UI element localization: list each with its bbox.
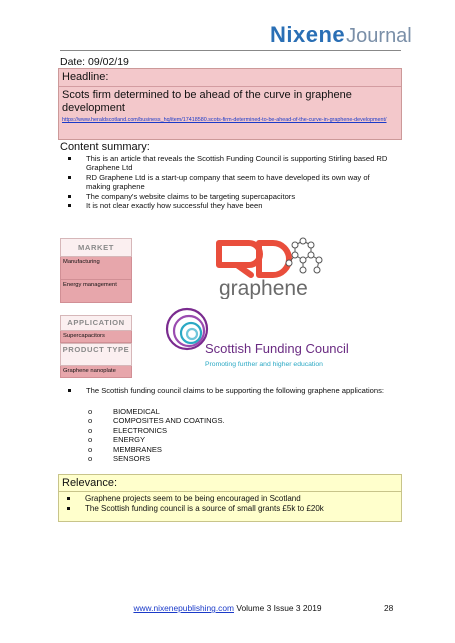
footer-website-link[interactable]: www.nixenepublishing.com	[133, 603, 234, 613]
list-item: o SENSORS	[88, 454, 225, 463]
brand-name: Nixene	[270, 22, 346, 47]
sfc-tagline: Promoting further and higher education	[205, 361, 323, 368]
list-item: This is an article that reveals the Scottish Funding Council is supporting Stirling based RD Graphene Ltd	[60, 154, 390, 173]
list-item: o ELECTRONICS	[88, 426, 225, 435]
list-item: o BIOMEDICAL	[88, 407, 225, 416]
market-title: MARKET	[60, 238, 132, 257]
relevance-list	[59, 494, 399, 514]
relevance-label: Relevance:	[62, 477, 118, 489]
sfc-name: Scottish Funding Council	[205, 341, 349, 356]
headline-box	[58, 68, 402, 140]
scottish-funding-council-logo	[165, 297, 375, 382]
applications-intro-list	[60, 386, 390, 395]
list-item: The Scottish funding council claims to be supporting the following graphene applications:	[60, 386, 390, 395]
masthead	[270, 22, 412, 48]
market-item: Manufacturing	[60, 257, 132, 280]
product-type-title: PRODUCT TYPE	[60, 343, 132, 366]
masthead-rule	[60, 50, 401, 51]
headline-url-link[interactable]: https://www.heraldscotland.com/business_hq/item/17418580.scots-firm-determined-to-be-ahead-of-the-curve-in-graphene-development/	[62, 117, 387, 123]
list-item: RD Graphene Ltd is a start-up company that seem to have developed its own way of making graphene	[60, 173, 390, 192]
market-item: Energy management	[60, 280, 132, 303]
page-number: 28	[384, 603, 394, 613]
headline-label: Headline:	[62, 71, 109, 83]
list-item: o MEMBRANES	[88, 445, 225, 454]
application-title: APPLICATION	[60, 315, 132, 331]
application-item: Supercapacitors	[60, 331, 132, 343]
product-item: Graphene nanoplate	[60, 366, 132, 378]
list-item: Graphene projects seem to be being encouraged in Scotland	[59, 494, 399, 504]
list-item: The Scottish funding council is a source of small grants £5k to £20k	[59, 504, 399, 514]
relevance-box	[58, 474, 402, 522]
rd-graphene-logo	[215, 235, 325, 304]
relevance-divider	[59, 491, 401, 492]
list-item: It is not clear exactly how successful they have been	[60, 201, 390, 210]
applications-list	[88, 407, 225, 463]
brand-journal: Journal	[346, 25, 412, 47]
footer-issue: Volume 3 Issue 3 2019	[234, 603, 322, 613]
content-summary-label: Content summary:	[60, 141, 150, 153]
list-item: o ENERGY	[88, 435, 225, 444]
category-panel	[60, 238, 132, 378]
article-date: Date: 09/02/19	[60, 56, 129, 68]
rd-graphene-wordmark: graphene	[219, 277, 308, 299]
list-item: o COMPOSITES AND COATINGS.	[88, 416, 225, 425]
headline-title: Scots firm determined to be ahead of the curve in graphene development	[62, 89, 352, 114]
content-summary-list	[60, 154, 390, 210]
headline-divider	[59, 86, 401, 87]
list-item: The company's website claims to be targeting supercapacitors	[60, 192, 390, 201]
